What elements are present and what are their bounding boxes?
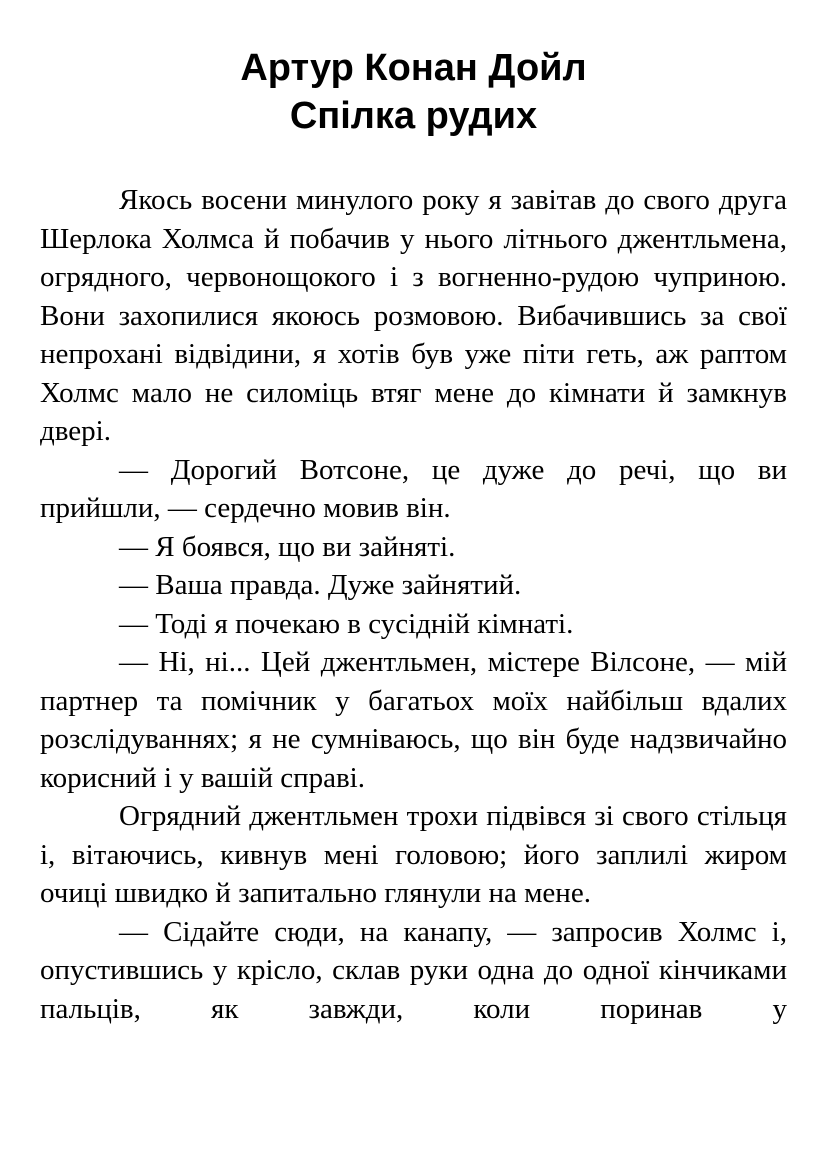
paragraph: — Ваша правда. Дуже зайнятий. [119, 569, 522, 601]
paragraph: — Я боявся, що ви зайняті. [119, 530, 456, 563]
paragraph: Якось восени минулого року я завітав до свого друга Шерлока Холмса й побачив у нього літнього джентльмена, огрядного, червонощокого і з вогненно-рудою чуприною. Вони захопилися якоюсь розмовою. Вибачившись за свої непрохані відвідини, я хотів був уже піти геть, аж раптом Холмс мало не силоміць втяг мене до кімнати й замкнув двері. [40, 184, 787, 447]
paragraph: — Сідайте сюди, на канапу, — запросив Холмс і, опустившись у крісло, склав руки одна до одної кінчиками пальців, як завжди, коли поринав у [40, 915, 787, 1025]
author-heading: Артур Конан Дойл [240, 47, 587, 89]
paragraph: Огрядний джентльмен трохи підвівся зі свого стільця і, вітаючись, кивнув мені головою; його заплилі жиром очиці швидко й запитально глянули на мене. [40, 800, 787, 909]
title-block [0, 44, 827, 140]
paragraph: — Ні, ні... Цей джентльмен, містере Вілсоне, — мій партнер та помічник у багатьох моїх найбільш вдалих розслідуваннях; я не сумніваюсь, що він буде надзвичайно корисний і у вашій справі. [40, 646, 787, 794]
paragraph: — Тоді я почекаю в сусідній кімнаті. [119, 607, 574, 640]
body-text [40, 181, 787, 1028]
paragraph: — Дорогий Вотсоне, це дуже до речі, що ви прийшли, — сердечно мовив він. [40, 453, 787, 524]
story-title: Спілка рудих [289, 95, 538, 137]
